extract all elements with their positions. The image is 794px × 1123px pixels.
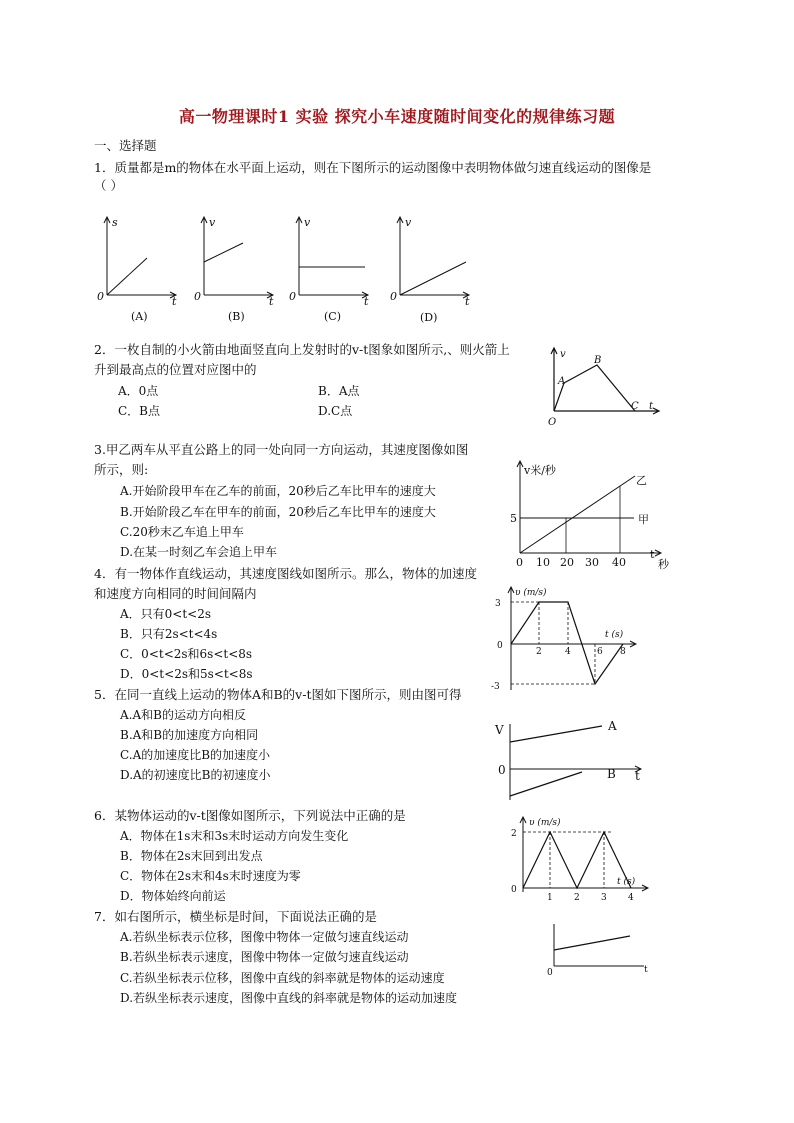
section-heading: 一、选择题 <box>94 138 157 153</box>
q6-tick-2: 2 <box>511 829 517 839</box>
q4-xtick-4: 4 <box>565 647 571 657</box>
q1-graphs <box>95 210 395 330</box>
q5-stem: 5．在同一直线上运动的物体A和B的v-t图如下图所示，则由图可得 <box>94 687 462 702</box>
q6-option-c: C．物体在2s末和4s末时速度为零 <box>120 869 301 883</box>
q5-zero-label: 0 <box>498 763 506 777</box>
q1c-ylabel: v <box>304 216 311 229</box>
q2-option-c: C．B点 <box>118 404 161 418</box>
q3-option-d: D.在某一时刻乙车会追上甲车 <box>120 545 278 559</box>
q2-point-b: B <box>594 355 602 366</box>
q1c-xlabel: t <box>364 295 369 308</box>
q5-option-b: B.A和B的加速度方向相同 <box>120 728 259 742</box>
q3-five-tick: 5 <box>510 512 517 525</box>
q1b-xlabel: t <box>269 295 274 308</box>
q4-stem-line1: 4．有一物体作直线运动，其速度图线如图所示。那么，物体的加速度 <box>94 566 477 581</box>
q1c-origin: 0 <box>289 290 296 303</box>
q3-xtick-40: 40 <box>612 556 626 569</box>
q1a-ylabel: s <box>112 216 118 229</box>
q3-stem-line2: 所示，则: <box>94 462 149 477</box>
q2-stem-line1: 2．一枚自制的小火箭由地面竖直向上发射时的v-t图象如图所示,、则火箭上 <box>94 342 510 357</box>
q3-xtick-10: 10 <box>536 556 550 569</box>
q7-option-a: A.若纵坐标表示位移，图像中物体一定做匀速直线运动 <box>120 930 409 944</box>
page-title: 高一物理课时1 实验 探究小车速度随时间变化的规律练习题 <box>178 107 616 126</box>
q5-t-label: t <box>635 769 640 783</box>
q5-v-label: V <box>495 723 504 737</box>
q6-xtick-4: 4 <box>628 893 634 903</box>
q1a-xlabel: t <box>172 295 177 308</box>
q4-option-a: A．只有0<t<2s <box>120 607 212 621</box>
q3-xtick-0: 0 <box>516 556 523 569</box>
q2-figure <box>540 343 665 433</box>
q4-tick-3: 3 <box>495 599 501 609</box>
q1d-xlabel: t <box>465 295 470 308</box>
q2-stem-line2: 升到最高点的位置对应图中的 <box>94 362 257 377</box>
q4-xtick-2: 2 <box>536 647 542 657</box>
q5-figure <box>490 712 650 802</box>
q1-stem: 1．质量都是m的物体在水平面上运动，则在下图所示的运动图像中表明物体做匀速直线运动的图像是 <box>94 160 652 175</box>
q1d-caption: (D) <box>420 311 438 324</box>
q6-option-a: A．物体在1s末和3s末时运动方向发生变化 <box>120 829 349 843</box>
q1-answer-paren: （ ） <box>94 178 123 193</box>
q1a-origin: 0 <box>97 290 104 303</box>
q1c-caption: (C) <box>324 310 341 323</box>
q7-t-label: t <box>644 965 648 975</box>
q1d-ylabel: v <box>405 216 412 229</box>
q1d-origin: 0 <box>390 290 397 303</box>
q2-t-label: t <box>649 401 654 412</box>
q3-sec-label: 秒 <box>658 558 669 571</box>
q3-t-label: t <box>650 548 655 561</box>
q3-figure <box>500 456 675 571</box>
q7-option-b: B.若纵坐标表示速度，图像中物体一定做匀速直线运动 <box>120 950 409 964</box>
q3-option-c: C.20秒末乙车追上甲车 <box>120 525 244 539</box>
q4-stem-line2: 和速度方向相同的时间间隔内 <box>94 586 257 601</box>
q5-option-a: A.A和B的运动方向相反 <box>120 708 246 722</box>
q6-tlabel: t (s) <box>617 877 636 887</box>
q6-ylabel: υ (m/s) <box>529 818 561 828</box>
q2-option-d: D.C点 <box>318 404 353 418</box>
q1b-origin: 0 <box>194 290 201 303</box>
q6-stem: 6．某物体运动的v-t图像如图所示，下列说法中正确的是 <box>94 808 406 823</box>
q4-tick-neg3: -3 <box>491 682 500 692</box>
q3-xtick-20: 20 <box>560 556 574 569</box>
q6-option-b: B．物体在2s末回到出发点 <box>120 849 263 863</box>
q6-tick-0: 0 <box>511 885 517 895</box>
q2-o-label: O <box>548 417 557 428</box>
q4-tlabel: t (s) <box>605 630 624 640</box>
q6-xtick-2: 2 <box>574 893 580 903</box>
q2-option-a: A．0点 <box>118 384 159 398</box>
q4-option-c: C．0<t<2s和6s<t<8s <box>120 647 253 661</box>
q2-option-b: B．A点 <box>318 384 360 398</box>
q3-jia-label: 甲 <box>638 513 649 526</box>
q4-figure <box>485 582 645 694</box>
q4-tick-0: 0 <box>497 641 503 651</box>
q4-ylabel: υ (m/s) <box>515 588 547 598</box>
q7-option-c: C.若纵坐标表示位移，图像中直线的斜率就是物体的运动速度 <box>120 971 445 985</box>
q6-figure <box>505 812 655 904</box>
q3-yi-label: 乙 <box>636 474 647 487</box>
q3-ylabel: v米/秒 <box>524 464 556 477</box>
q5-b-label: B <box>607 767 616 781</box>
q6-xtick-1: 1 <box>547 893 553 903</box>
q3-xtick-30: 30 <box>585 556 599 569</box>
q4-xtick-8: 8 <box>620 647 626 657</box>
q2-point-a: A <box>558 376 566 387</box>
q6-xtick-3: 3 <box>601 893 607 903</box>
q6-option-d: D．物体始终向前运 <box>120 889 226 903</box>
q1b-ylabel: v <box>209 216 216 229</box>
q7-option-d: D.若纵坐标表示速度，图像中直线的斜率就是物体的运动加速度 <box>120 991 458 1005</box>
q3-stem-line1: 3.甲乙两车从平直公路上的同一处向同一方向运动，其速度图像如图 <box>94 442 469 457</box>
q7-stem: 7．如右图所示，横坐标是时间，下面说法正确的是 <box>94 909 377 924</box>
q4-option-b: B．只有2s<t<4s <box>120 627 218 641</box>
q7-zero-label: 0 <box>547 968 553 978</box>
q5-option-c: C.A的加速度比B的加速度小 <box>120 748 271 762</box>
q5-a-label: A <box>608 719 617 733</box>
q4-xtick-6: 6 <box>597 647 603 657</box>
q1d-graph <box>388 210 498 330</box>
q5-option-d: D.A的初速度比B的初速度小 <box>120 768 271 782</box>
q3-option-a: A.开始阶段甲车在乙车的前面，20秒后乙车比甲车的速度大 <box>120 484 436 498</box>
q2-point-c: C <box>631 401 639 412</box>
q4-option-d: D．0<t<2s和5s<t<8s <box>120 667 253 681</box>
q2-v-label: v <box>560 349 566 360</box>
q3-option-b: B.开始阶段乙车在甲车的前面，20秒后乙车比甲车的速度大 <box>120 505 436 519</box>
q1b-caption: (B) <box>228 310 245 323</box>
q7-figure <box>540 920 655 978</box>
q1a-caption: (A) <box>131 310 148 323</box>
